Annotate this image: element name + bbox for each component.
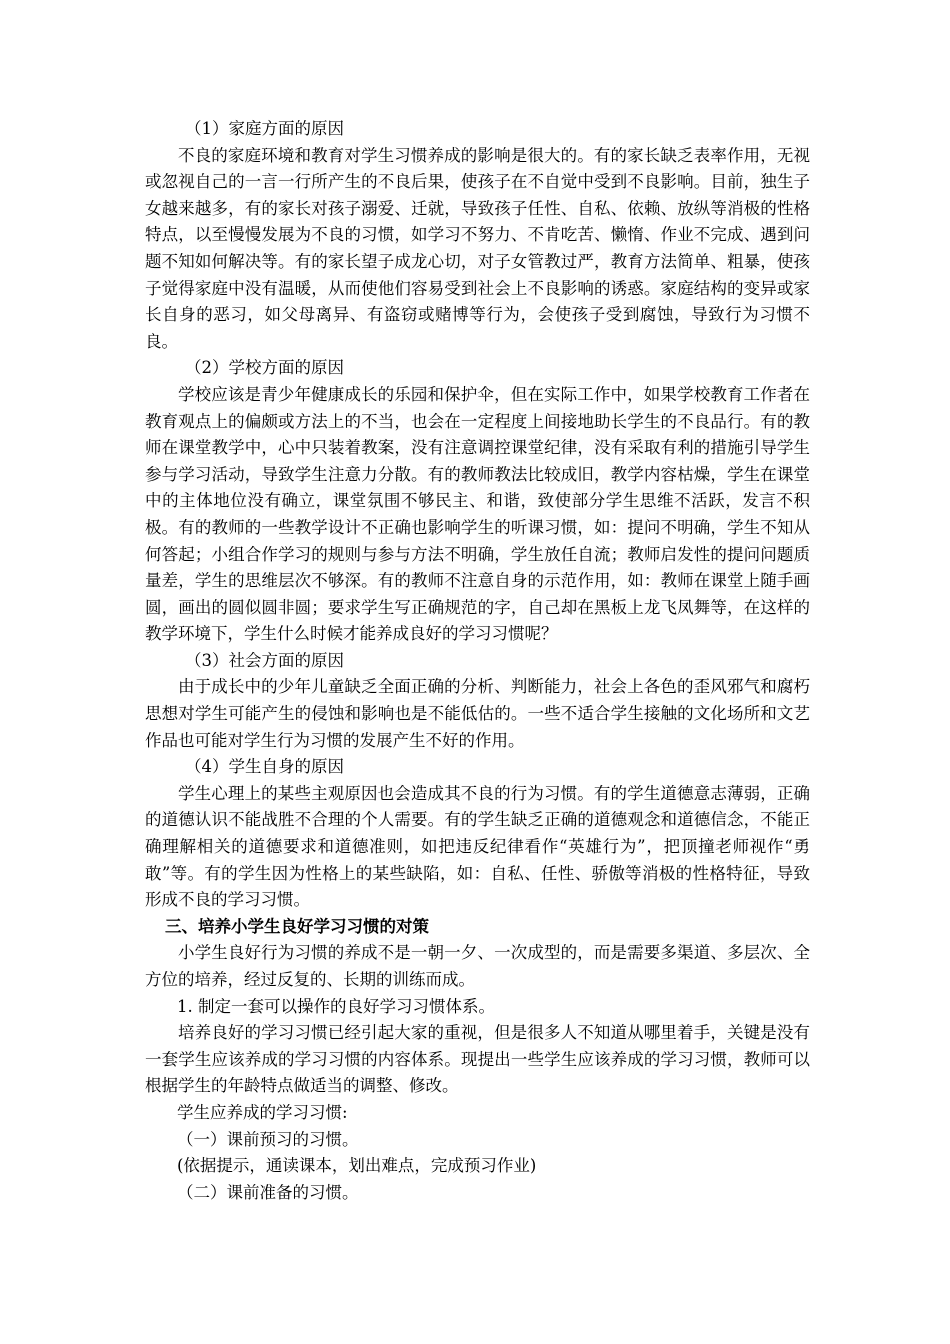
- habits-label: 学生应养成的学习习惯:: [177, 1102, 348, 1122]
- document-body: [145, 116, 810, 1206]
- item-1-paragraph: 培养良好的学习习惯已经引起大家的重视，但是很多人不知道从哪里着手，关键是没有一套学生应该养成的学习习惯的内容体系。现提出一些学生应该养成的学习习惯，教师可以根据学生的年龄特点做适当的调整、修改。: [145, 1023, 810, 1096]
- society-heading: （3）社会方面的原因: [185, 650, 344, 670]
- family-paragraph: 不良的家庭环境和教育对学生习惯养成的影响是很大的。有的家长缺乏表率作用，无视或忽视自己的一言一行所产生的不良后果，使孩子在不自觉中受到不良影响。目前，独生子女越来越多，有的家长对孩子溺爱、迁就，导致孩子任性、自私、依赖、放纵等消极的性格特点，以至慢慢发展为不良的习惯，如学习不努力、不肯吃苦、懒惰、作业不完成、遇到问题不知如何解决等。有的家长望子成龙心切，对子女管教过严，教育方法简单、粗暴，使孩子觉得家庭中没有温暖，从而使他们容易受到社会上不良影响的诱惑。家庭结构的变异或家长自身的恶习，如父母离异、有盗窃或赌博等行为，会使孩子受到腐蚀，导致行为习惯不良。: [145, 145, 810, 351]
- school-paragraph: 学校应该是青少年健康成长的乐园和保护伞，但在实际工作中，如果学校教育工作者在教育观点上的偏颇或方法上的不当，也会在一定程度上间接地助长学生的不良品行。有的教师在课堂教学中，心中只装着教案，没有注意调控课堂纪律，没有采取有利的措施引导学生参与学习活动，导致学生注意力分散。有的教师教法比较成旧，教学内容枯燥，学生在课堂中的主体地位没有确立，课堂氛围不够民主、和谐，致使部分学生思维不活跃，发言不积极。有的教师的一些教学设计不正确也影响学生的听课习惯，如：提问不明确，学生不知从何答起；小组合作学习的规则与参与方法不明确，学生放任自流；教师启发性的提问问题质量差，学生的思维层次不够深。有的教师不注意自身的示范作用，如：教师在课堂上随手画圆，画出的圆似圆非圆；要求学生写正确规范的字，自己却在黑板上龙飞凤舞等，在这样的教学环境下，学生什么时候才能养成良好的学习习惯呢？: [145, 384, 810, 644]
- part3-intro: 小学生良好行为习惯的养成不是一朝一夕、一次成型的，而是需要多渠道、多层次、全方位的培养，经过反复的、长期的训练而成。: [145, 943, 810, 989]
- self-heading: （4）学生自身的原因: [185, 757, 344, 777]
- part3-heading: 三、培养小学生良好学习习惯的对策: [165, 916, 429, 936]
- school-heading: （2）学校方面的原因: [185, 358, 344, 378]
- habit-1: （一）课前预习的习惯。: [177, 1129, 359, 1149]
- self-paragraph: 学生心理上的某些主观原因也会造成其不良的行为习惯。有的学生道德意志薄弱，正确的道德认识不能战胜不合理的个人需要。有的学生缺乏正确的道德观念和道德信念，不能正确理解相关的道德要求和道德准则，如把违反纪律看作“英雄行为”，把顶撞老师视作“勇敢”等。有的学生因为性格上的某些缺陷，如：自私、任性、骄傲等消极的性格特征，导致形成不良的学习习惯。: [145, 783, 810, 910]
- family-heading: （1）家庭方面的原因: [185, 119, 344, 138]
- society-paragraph: 由于成长中的少年儿童缺乏全面正确的分析、判断能力，社会上各色的歪风邪气和腐朽思想对学生可能产生的侵蚀和影响也是不能低估的。一些不适合学生接触的文化场所和文艺作品也可能对学生行为习惯的发展产生不好的作用。: [145, 677, 810, 750]
- habit-1-note: (依据提示，通读课本，划出难点，完成预习作业): [177, 1156, 537, 1176]
- habit-2: （二）课前准备的习惯。: [177, 1182, 359, 1202]
- item-1: 1. 制定一套可以操作的良好学习习惯体系。: [177, 996, 495, 1016]
